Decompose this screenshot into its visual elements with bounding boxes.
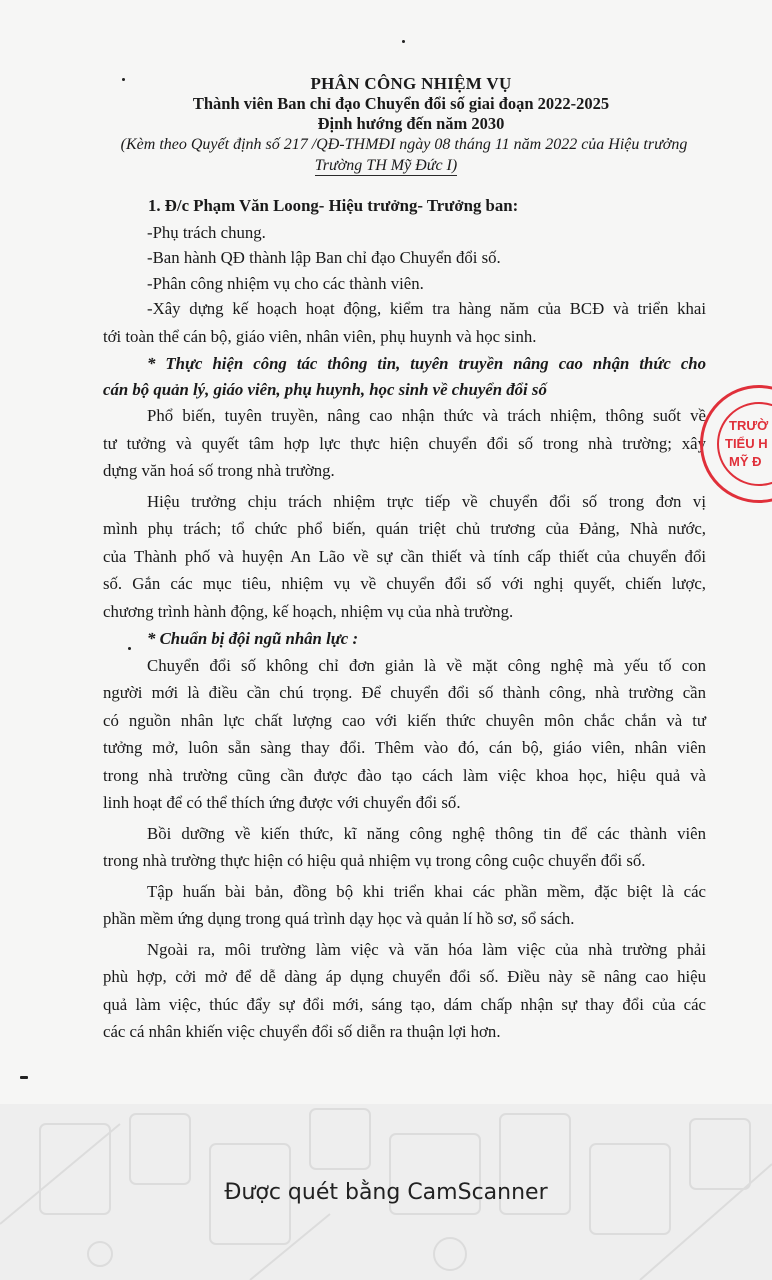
camscanner-label: Được quét bằng CamScanner — [224, 1180, 548, 1205]
duty-item: -Xây dựng kế hoạch hoạt động, kiểm tra hàng năm của BCĐ và triển khai — [147, 299, 706, 318]
camscanner-footer — [0, 1104, 772, 1280]
stamp-text-line-1: TRƯỜ — [729, 418, 769, 433]
subheading-communication-line-2: cán bộ quản lý, giáo viên, phụ huynh, học sinh về chuyển đổi số — [103, 379, 547, 399]
document-subtitle-2: Định hướng đến năm 2030 — [317, 114, 505, 133]
paragraph-line: số. Gắn các mục tiêu, nhiệm vụ về chuyển đổi số với nghị quyết, chiến lược, — [103, 574, 706, 593]
paragraph-line: tư tưởng và quyết tâm hợp lực thực hiện chuyển đổi số trong nhà trường; xây — [103, 433, 706, 453]
paragraph-line: quả làm việc, thúc đẩy sự đổi mới, sáng tạo, dám chấp nhận sự thay đổi của các — [103, 994, 706, 1014]
paragraph-line: mình phụ trách; tổ chức phổ biến, quán triệt chủ trương của Đảng, Nhà nước, — [103, 519, 706, 538]
paragraph-line: Hiệu trưởng chịu trách nhiệm trực tiếp về chuyển đổi số trong đơn vị — [147, 491, 706, 511]
duty-item: -Phụ trách chung. — [147, 222, 266, 242]
paragraph-line: trong nhà trường thực hiện có hiệu quả nhiệm vụ trong công cuộc chuyển đổi số. — [103, 851, 646, 870]
duty-item: tới toàn thể cán bộ, giáo viên, nhân viên, phụ huynh và học sinh. — [103, 326, 537, 346]
document-title: PHÂN CÔNG NHIỆM VỤ — [310, 74, 512, 93]
duty-item: -Ban hành QĐ thành lập Ban chỉ đạo Chuyển đổi số. — [147, 248, 501, 267]
paragraph-line: Chuyển đổi số không chỉ đơn giản là về mặt công nghệ mà yếu tố con — [147, 655, 706, 675]
document-body — [103, 195, 706, 1044]
paragraph-line: dựng văn hoá số trong nhà trường. — [103, 461, 335, 480]
paragraph-line: phù hợp, cởi mở để dễ dàng áp dụng chuyển đổi số. Điều này sẽ nâng cao hiệu — [103, 967, 706, 986]
red-school-stamp — [700, 385, 772, 503]
scan-speck — [128, 647, 131, 650]
duty-item: -Phân công nhiệm vụ cho các thành viên. — [147, 273, 424, 293]
paragraph-line: người mới là điều cần chú trọng. Để chuyển đổi số thành công, nhà trường cần — [103, 683, 706, 702]
paragraph-line: của Thành phố và huyện An Lão về sự cần thiết và tính cấp thiết của chuyển đổi — [103, 546, 706, 566]
scan-speck — [402, 40, 405, 43]
paragraph-line: linh hoạt để có thể thích ứng được với chuyển đổi số. — [103, 793, 461, 812]
paragraph-line: các cá nhân khiến việc chuyển đổi số diễn ra thuận lợi hơn. — [103, 1022, 501, 1041]
paragraph-line: Phổ biến, tuyên truyền, nâng cao nhận thức và trách nhiệm, thông suốt về — [147, 406, 706, 425]
subheading-communication-line-1: * Thực hiện công tác thông tin, tuyên truyền nâng cao nhận thức cho — [147, 354, 706, 373]
scan-speck — [20, 1076, 28, 1079]
paragraph-line: trong nhà trường cũng cần được đào tạo cách làm việc khoa học, hiệu quả và — [103, 765, 706, 785]
attachment-note-line-1: (Kèm theo Quyết định số 217 /QĐ-THMĐI ngày 08 tháng 11 năm 2022 của Hiệu trưởng — [120, 136, 688, 153]
paragraph-line: chương trình hành động, kế hoạch, nhiệm vụ của nhà trường. — [103, 601, 514, 621]
attachment-note-line-2-text: Trường TH Mỹ Đức I) — [314, 157, 458, 174]
document-subtitle: Thành viên Ban chỉ đạo Chuyển đổi số giai đoạn 2022-2025 — [192, 94, 610, 113]
section-1-heading: 1. Đ/c Phạm Văn Loong- Hiệu trưởng- Trưởng ban: — [148, 196, 519, 215]
subheading-staff: * Chuẩn bị đội ngũ nhân lực : — [147, 629, 359, 648]
paragraph-line: tưởng mở, luôn sẵn sàng thay đổi. Thêm vào đó, cán bộ, giáo viên, nhân viên — [103, 738, 706, 757]
paragraph-line: Ngoài ra, môi trường làm việc và văn hóa làm việc của nhà trường phải — [147, 939, 706, 959]
paragraph-line: có nguồn nhân lực chất lượng cao với kiến thức chuyên môn chắc chắn và tư — [103, 710, 706, 730]
paragraph-line: phần mềm ứng dụng trong quá trình dạy học và quản lí hồ sơ, sổ sách. — [103, 909, 575, 928]
document-header — [0, 74, 772, 177]
paragraph-line: Tập huấn bài bản, đồng bộ khi triển khai các phần mềm, đặc biệt là các — [147, 881, 706, 901]
scan-speck — [122, 78, 125, 81]
attachment-note-line-2 — [0, 155, 772, 177]
paragraph-line: Bồi dưỡng về kiến thức, kĩ năng công nghệ thông tin để các thành viên — [147, 823, 706, 843]
stamp-text-line-3: MỸ Đ — [729, 454, 762, 469]
stamp-text-line-2: TIỂU H — [725, 436, 768, 451]
